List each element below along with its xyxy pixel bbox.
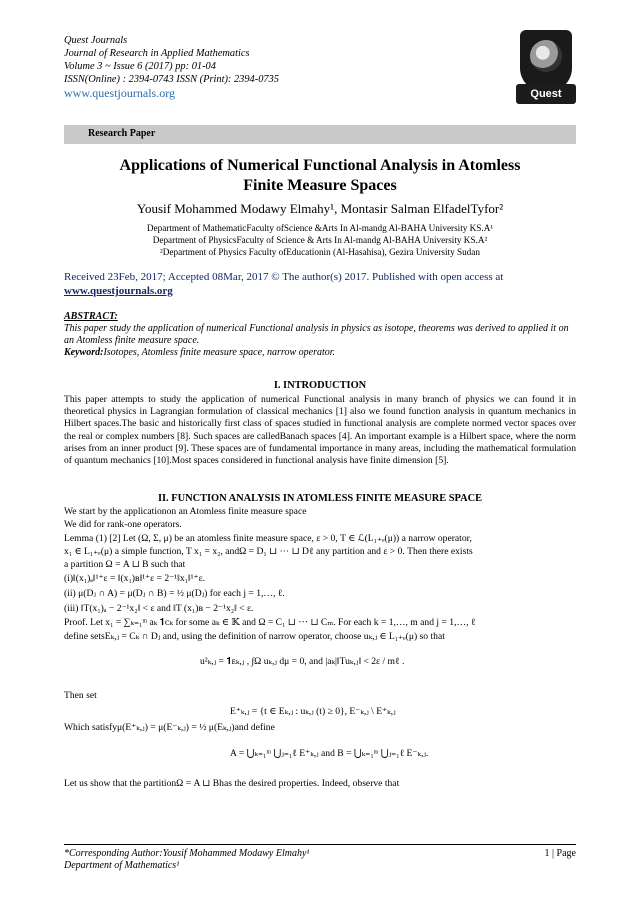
received-info <box>64 270 576 298</box>
s2-line-7: (ii) μ(Dⱼ ∩ A) = μ(Dⱼ ∩ B) = ½ μ(Dⱼ) for each j = 1,…, ℓ. <box>64 588 285 599</box>
affiliation-1: Department of MathematicFaculty ofScience &Arts In Al-mandg Al-BAHA University KS.A¹ <box>146 223 494 233</box>
keyword-label: Keyword: <box>64 347 104 358</box>
journal-header <box>64 34 279 100</box>
s2-line-3: Lemma (1) [2] Let (Ω, Σ, μ) be an atomless finite measure space, ε > 0, T ∈ ℒ(L₁₊ₑ(μ)) a narrow operator, <box>64 533 472 544</box>
affiliation-3: ²Department of Physics Faculty ofEducationin (Al-Hasahisa), Gezira University Sudan <box>160 247 480 257</box>
footer-divider <box>64 844 576 845</box>
section-2-heading: II. FUNCTION ANALYSIS IN ATOMLESS FINITE MEASURE SPACE <box>157 493 483 504</box>
paper-type-bar <box>64 125 576 144</box>
s2-line-9: Proof. Let x₁ = ∑ₖ₌₁ᵐ aₖ 𝟏ᴄₖ for some aₖ ∈ 𝕂 and Ω = C₁ ⊔ ⋅⋅⋅ ⊔ Cₘ. For each k = 1,…, m and j = 1,…, ℓ <box>64 617 476 628</box>
received-url-link[interactable]: www.questjournals.org <box>64 285 173 297</box>
abstract-text: This paper study the application of numerical Functional analysis in physics as isotope, theorems was derived to applied it on an Atomless finite measure space. <box>64 323 569 346</box>
abstract-heading: ABSTRACT: <box>64 311 118 322</box>
footer-dept: Department of Mathematics¹ <box>64 860 180 871</box>
section-1-heading: I. INTRODUCTION <box>273 380 367 391</box>
keywords: Isotopes, Atomless finite measure space, narrow operator. <box>103 347 336 358</box>
journal-issn: ISSN(Online) : 2394-0743 ISSN (Print): 2394-0735 <box>64 74 279 85</box>
authors: Yousif Mohammed Modawy Elmahy¹, Montasir Salman ElfadelTyfor² <box>136 201 504 216</box>
logo-ribbon: Quest <box>516 84 576 104</box>
s2-line-6: (i)‖(x₁)ₐ‖¹⁺ε = ‖(x₁)ʙ‖¹⁺ε = 2⁻¹‖x₁‖¹⁺ε. <box>64 573 206 584</box>
title-line-2: Finite Measure Spaces <box>243 177 397 194</box>
s2-line-4: x₁ ∈ L₁₊ₑ(μ) a simple function, T x₁ = x₂, andΩ = D₁ ⊔ ⋯ ⊔ Dℓ any partition and ε > 0. Then there exists <box>64 546 473 557</box>
logo-shield-icon <box>520 30 572 92</box>
affiliations <box>64 222 576 258</box>
s2-line-1: We start by the applicationon an Atomless finite measure space <box>64 506 307 517</box>
footer <box>64 848 576 872</box>
equation-1: u²ₖ,ⱼ = 𝟏ᴇₖ,ⱼ , ∫Ω uₖ,ⱼ dμ = 0, and |aₖ|‖Tuₖ,ⱼ‖ < 2ε / mℓ . <box>200 656 405 667</box>
affiliation-2: Department of PhysicsFaculty of Science & Arts In Al-mandg Al-BAHA University KS.A² <box>152 235 488 245</box>
equation-2: E⁺ₖ,ⱼ = {t ∈ Eₖ,ⱼ : uₖ,ⱼ (t) ≥ 0}, E⁻ₖ,ⱼ \ E⁺ₖ,ⱼ <box>230 706 396 717</box>
section-1-text: This paper attempts to study the application of numerical Functional analysis in many branch of physics we can found it in theoretical physics in Lagrangian formulation of classical mechanics [1] also we found function analysis in quantum mechanics in Hilbert spaces.The basic and historically first class of spaces studied in functional analysis are complete normed vector spaces over the real or complex numbers [8]. Such spaces are calledBanach spaces [4]. An important example is a Hilbert space, where the norm arises from an inner product [9]. These spaces are of fundamental importance in many areas, including the mathematical formulation of quantum mechanics [10].Most spaces considered in functional analysis have finite dimension [5]. <box>64 394 576 467</box>
journal-series: Journal of Research in Applied Mathematics <box>64 48 250 59</box>
which-satisfy: Which satisfyμ(E⁺ₖ,ⱼ) = μ(E⁻ₖ,ⱼ) = ½ μ(Eₖ,ⱼ)and define <box>64 722 275 733</box>
footer-corresponding: *Corresponding Author:Yousif Mohammed Modawy Elmahy¹ <box>64 848 310 859</box>
paper-title <box>64 156 576 196</box>
equation-3: A = ⋃ₖ₌₁ᵐ ⋃ⱼ₌₁ℓ E⁺ₖ,ⱼ and B = ⋃ₖ₌₁ᵐ ⋃ⱼ₌₁ℓ E⁻ₖ,ⱼ. <box>230 748 429 759</box>
journal-volume: Volume 3 ~ Issue 6 (2017) pp: 01-04 <box>64 61 216 72</box>
s2-line-5: a partition Ω = A ⊔ B such that <box>64 559 186 570</box>
journal-url-link[interactable]: www.questjournals.org <box>64 86 175 100</box>
s2-line-10: define setsEₖ,ⱼ = Cₖ ∩ Dⱼ and, using the definition of narrow operator, choose uₖ,ⱼ ∈ L₁₊ₑ(μ) so that <box>64 631 445 642</box>
journal-logo <box>516 30 576 118</box>
journal-name: Quest Journals <box>64 35 128 46</box>
title-line-1: Applications of Numerical Functional Analysis in Atomless <box>119 157 521 174</box>
keywords-line <box>64 347 576 359</box>
s2-line-8: (iii) ‖T(x₁)ₐ − 2⁻¹x₂‖ < ε and ‖T (x₁)ʙ − 2⁻¹x₂‖ < ε. <box>64 603 254 614</box>
received-text: Received 23Feb, 2017; Accepted 08Mar, 2017 © The author(s) 2017. Published with open access at <box>64 271 504 283</box>
abstract <box>64 311 576 359</box>
paper-type-label: Research Paper <box>88 128 156 139</box>
s2-line-2: We did for rank-one operators. <box>64 519 182 530</box>
then-set: Then set <box>64 690 97 701</box>
page-number: 1 | Page <box>544 848 576 859</box>
s2-last-line: Let us show that the partitionΩ = A ⊔ Bhas the desired properties. Indeed, observe that <box>64 778 400 789</box>
